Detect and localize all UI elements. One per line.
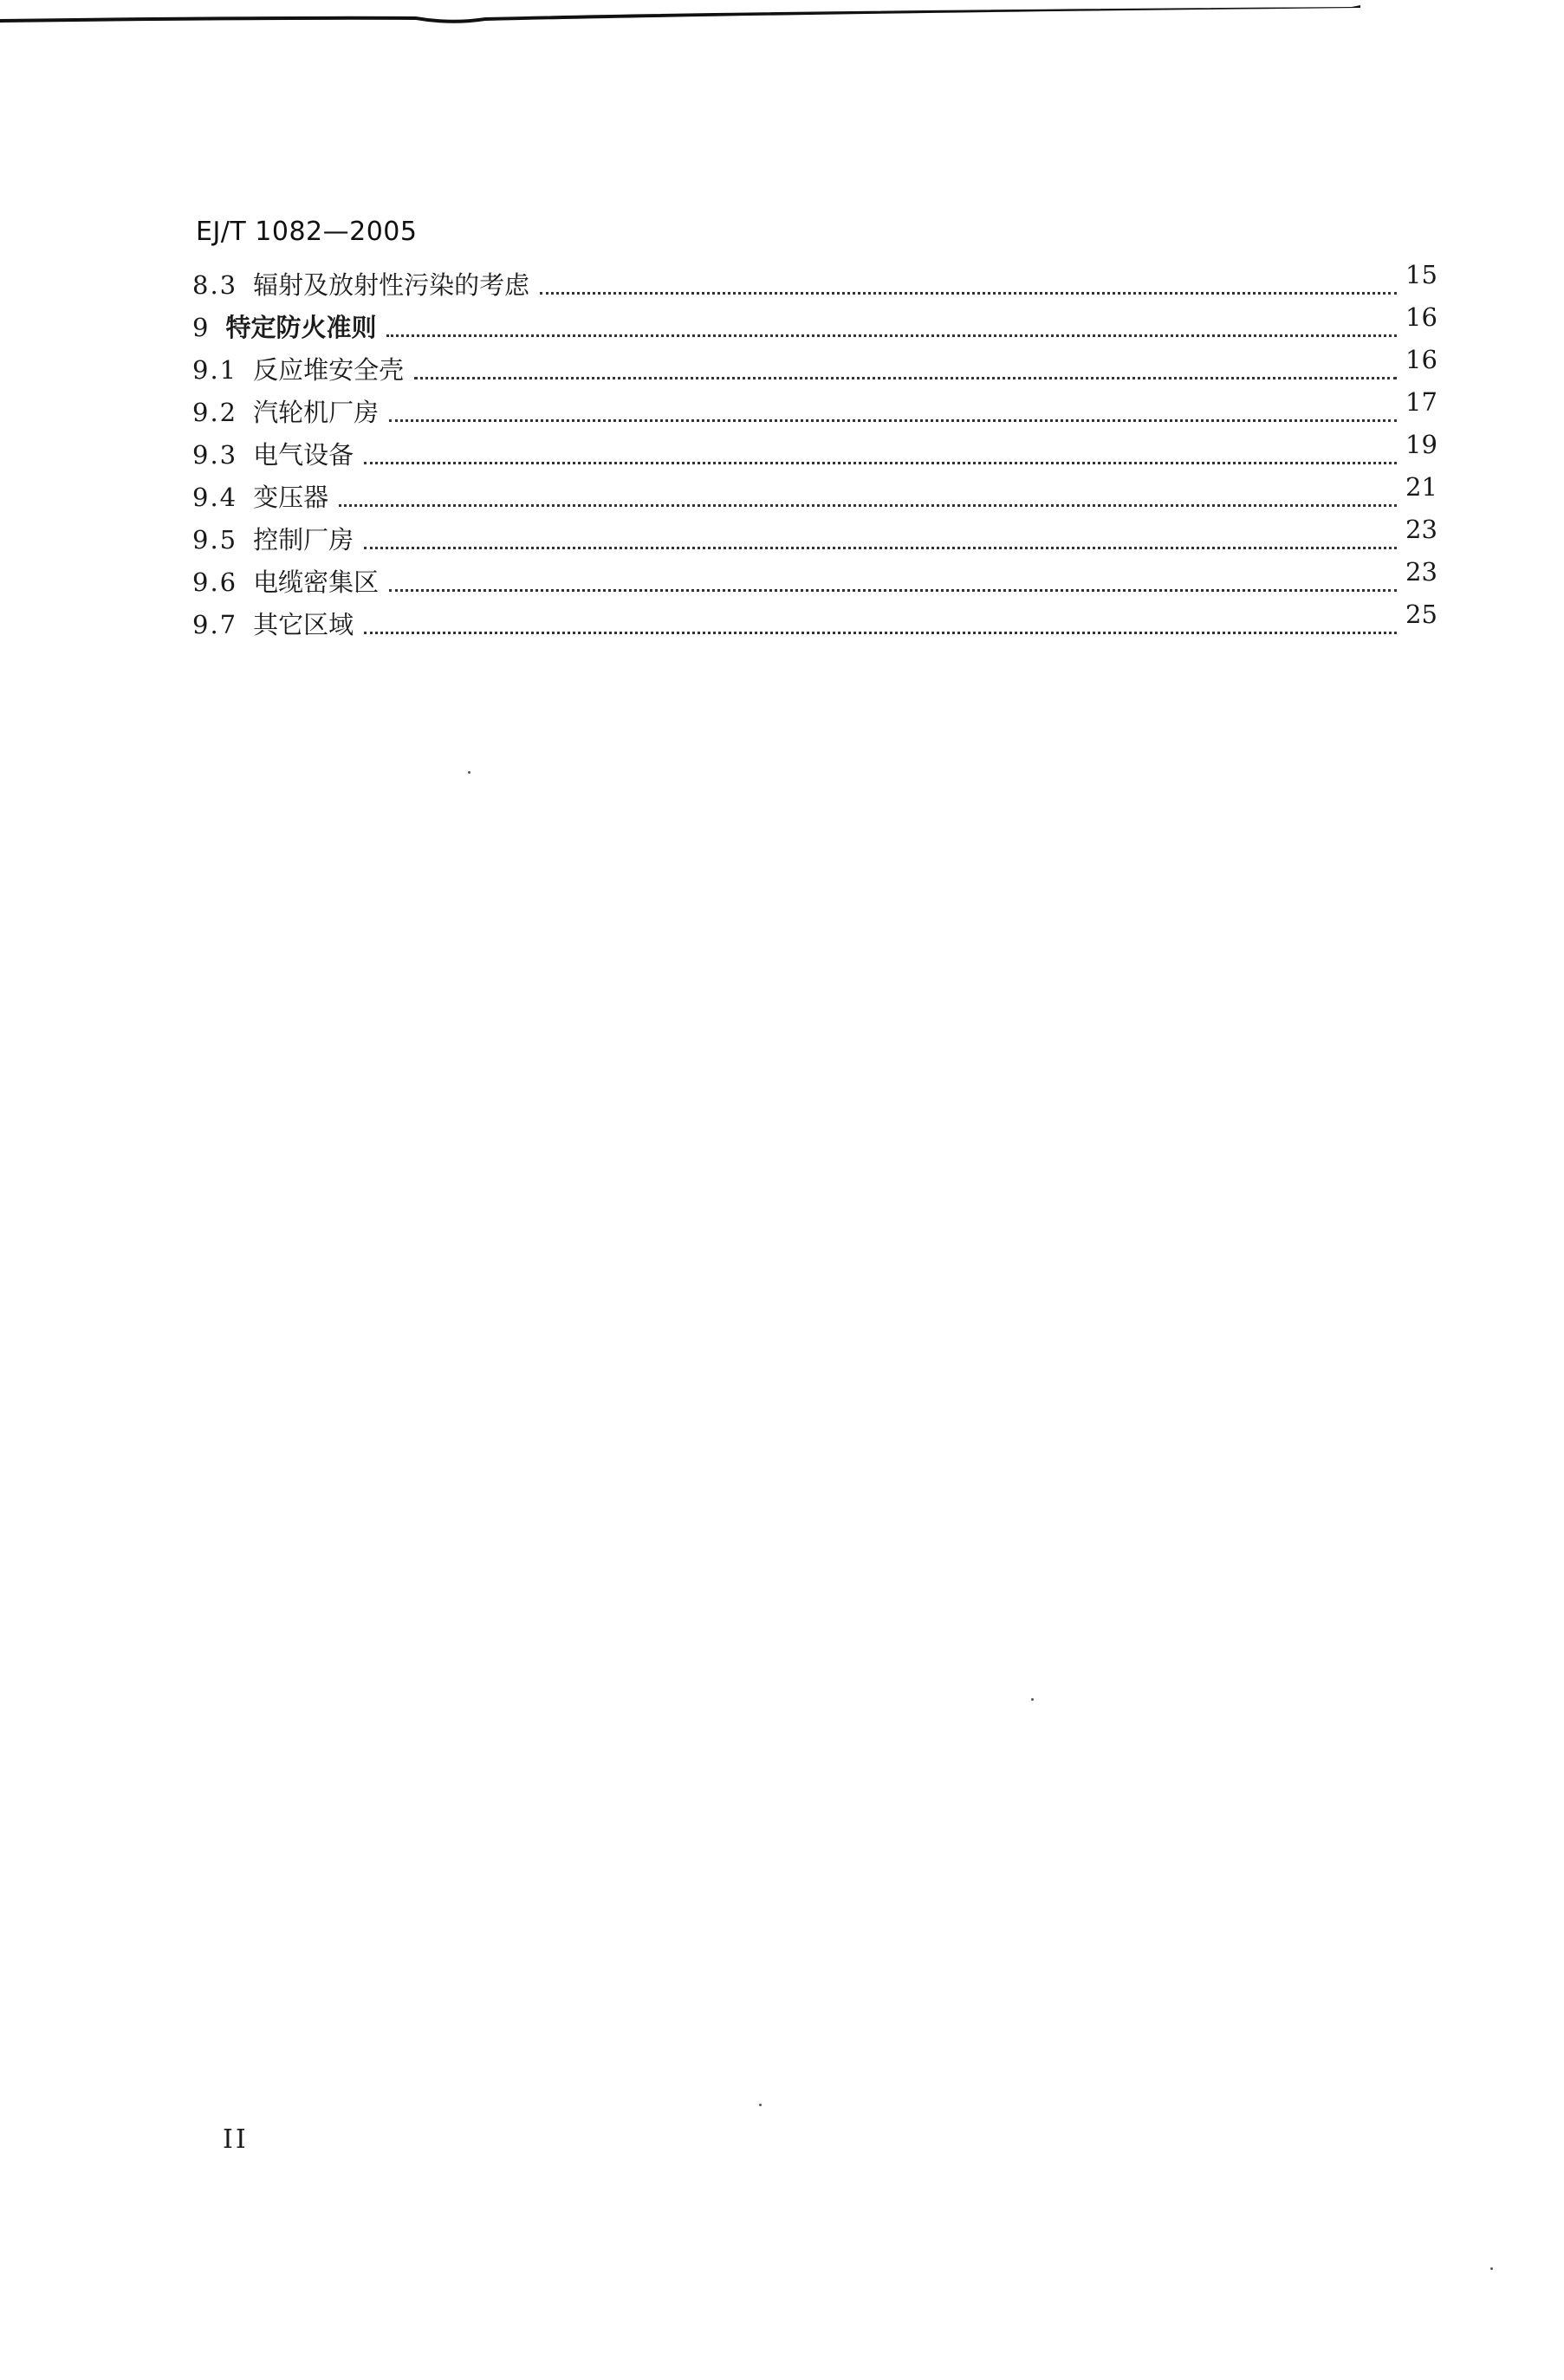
toc-entry-page: 23: [1405, 515, 1437, 544]
dot-leader: [364, 462, 1397, 464]
toc-entry-number: 9.6: [192, 567, 238, 597]
toc-entry-number: 9: [192, 313, 211, 342]
toc-entry-number: 9.5: [192, 525, 238, 554]
scan-speck: [1490, 2267, 1493, 2270]
toc-entry-page: 16: [1405, 302, 1437, 332]
dot-leader: [540, 292, 1397, 295]
dot-leader: [386, 334, 1397, 337]
toc-entry[interactable]: [192, 515, 1457, 557]
toc-entry-page: 23: [1405, 557, 1437, 587]
toc-entry-title: 特定防火准则: [225, 313, 377, 342]
toc-entry-title: 电缆密集区: [253, 567, 380, 597]
document-code: EJ/T 1082—2005: [196, 217, 418, 247]
toc-entry[interactable]: [192, 302, 1457, 345]
toc-entry-page: 15: [1405, 260, 1437, 289]
toc-entry[interactable]: [192, 387, 1457, 430]
toc-entry[interactable]: [192, 430, 1457, 472]
toc-entry-title: 电气设备: [253, 440, 354, 470]
toc-entry-page: 19: [1405, 430, 1437, 459]
toc-entry-page: 16: [1405, 345, 1437, 374]
dot-leader: [414, 377, 1397, 379]
table-of-contents: [192, 260, 1457, 642]
scan-speck: [468, 771, 470, 774]
toc-entry[interactable]: [192, 260, 1457, 302]
scan-speck: [1031, 1698, 1034, 1701]
dot-leader: [364, 547, 1397, 549]
toc-entry-title: 辐射及放射性污染的考虑: [253, 270, 530, 300]
toc-entry-title: 反应堆安全壳: [253, 355, 405, 385]
toc-entry-title: 变压器: [253, 483, 329, 512]
top-rule: [0, 0, 1564, 35]
toc-entry-title: 其它区域: [253, 610, 354, 639]
toc-entry-number: 9.7: [192, 610, 238, 639]
toc-entry[interactable]: [192, 557, 1457, 600]
dot-leader: [389, 589, 1397, 592]
toc-entry-number: 9.3: [192, 440, 238, 470]
toc-entry[interactable]: [192, 600, 1457, 642]
dot-leader: [389, 419, 1397, 422]
toc-entry-title: 控制厂房: [253, 525, 354, 554]
dot-leader: [364, 632, 1397, 634]
page-number: II: [223, 2124, 249, 2155]
toc-entry-number: 9.4: [192, 483, 238, 512]
toc-entry-number: 9.1: [192, 355, 238, 385]
toc-entry-number: 8.3: [192, 270, 238, 300]
toc-entry[interactable]: [192, 472, 1457, 515]
toc-entry-title: 汽轮机厂房: [253, 398, 380, 427]
toc-entry-page: 21: [1405, 472, 1437, 502]
dot-leader: [339, 504, 1397, 507]
scan-speck: [759, 2104, 762, 2106]
toc-entry[interactable]: [192, 345, 1457, 387]
toc-entry-number: 9.2: [192, 398, 238, 427]
toc-entry-page: 17: [1405, 387, 1437, 417]
toc-entry-page: 25: [1405, 600, 1437, 629]
